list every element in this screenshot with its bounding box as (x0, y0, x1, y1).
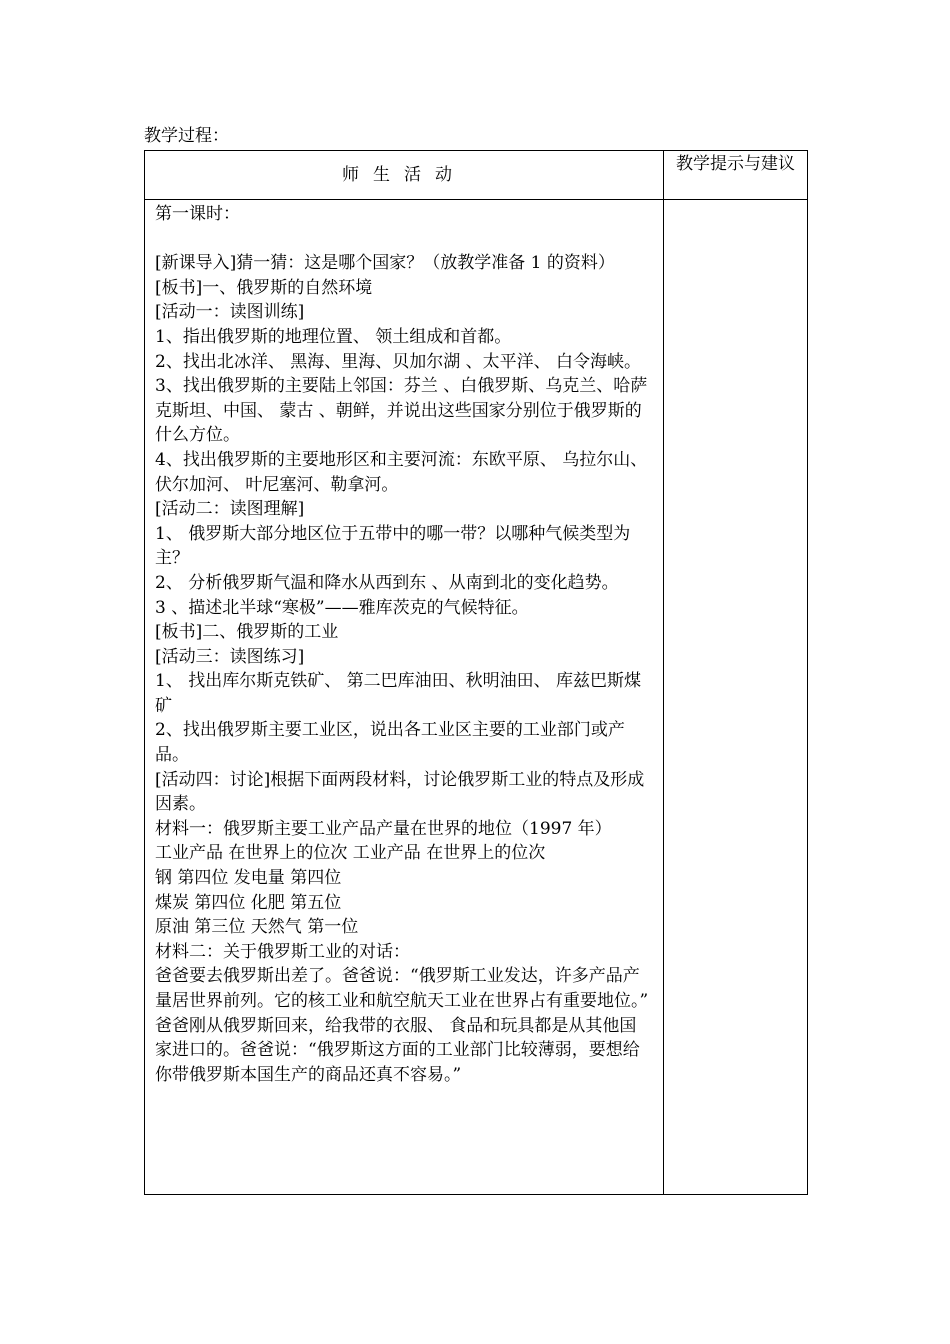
table-body-row (145, 200, 808, 1195)
activities-content (145, 200, 663, 1194)
activity-line (155, 227, 653, 252)
activities-cell (145, 200, 664, 1195)
activity-line: 工业产品 在世界上的位次 工业产品 在世界上的位次 (155, 843, 546, 864)
activity-line: 爸爸要去俄罗斯出差了。爸爸说：“俄罗斯工业发达，许多产品产量居世界前列。它的核工业和航空航天工业在世界占有重要地位。” (155, 966, 649, 1011)
activity-line: [新课导入]猜一猜：这是哪个国家？（放教学准备 1 的资料） (155, 253, 615, 274)
header-tips-label: 教学提示与建议 (676, 154, 795, 174)
teaching-process-table (144, 150, 808, 1195)
activity-line: 2、找出俄罗斯主要工业区，说出各工业区主要的工业部门或产品。 (155, 720, 625, 766)
table-header-row (145, 151, 808, 200)
activity-line: 材料一：俄罗斯主要工业产品产量在世界的地位（1997 年） (155, 818, 612, 839)
tips-cell (664, 200, 808, 1195)
header-activities-label: 师生活动 (342, 165, 466, 185)
activity-line: 3、找出俄罗斯的主要陆上邻国：芬兰 、白俄罗斯、乌克兰、哈萨克斯坦、中国、 蒙古 、朝鲜，并说出这些国家分别位于俄罗斯的什么方位。 (155, 376, 648, 446)
header-cell-tips (664, 151, 808, 200)
tips-content (664, 200, 807, 1194)
activity-line: [板书]二、俄罗斯的工业 (155, 622, 339, 643)
activity-line: [活动二：读图理解] (155, 499, 305, 520)
activity-line: 2、 分析俄罗斯气温和降水从西到东 、从南到北的变化趋势。 (155, 572, 619, 593)
activity-line: 第一课时： (155, 204, 240, 224)
activity-line: [活动四：讨论]根据下面两段材料，讨论俄罗斯工业的特点及形成因素。 (155, 769, 645, 815)
activity-line: 1、指出俄罗斯的地理位置、 领土组成和首都。 (155, 326, 512, 347)
activity-line: 爸爸刚从俄罗斯回来，给我带的衣服、 食品和玩具都是从其他国家进口的。爸爸说：“俄罗斯这方面的工业部门比较薄弱，要想给你带俄罗斯本国生产的商品还真不容易。” (155, 1015, 640, 1085)
activity-line: 煤炭 第四位 化肥 第五位 (155, 892, 342, 913)
activity-line: 2、找出北冰洋、 黑海、里海、贝加尔湖 、太平洋、 白令海峡。 (155, 351, 642, 372)
activity-line: 原油 第三位 天然气 第一位 (155, 917, 359, 938)
activity-line: 3 、描述北半球“寒极”——雅库茨克的气候特征。 (155, 597, 529, 618)
activity-line: [活动三：读图练习] (155, 646, 305, 667)
activity-line: 4、找出俄罗斯的主要地形区和主要河流：东欧平原、 乌拉尔山、伏尔加河、 叶尼塞河、勒拿河。 (155, 449, 648, 495)
activity-line: [板书]一、俄罗斯的自然环境 (155, 277, 373, 298)
activity-line: [活动一：读图训练] (155, 302, 305, 323)
section-heading: 教学过程： (144, 126, 229, 146)
activity-line: 钢 第四位 发电量 第四位 (155, 868, 342, 889)
activity-line: 1、 找出库尔斯克铁矿、 第二巴库油田、秋明油田、 库兹巴斯煤矿 (155, 671, 642, 716)
activity-line: 材料二：关于俄罗斯工业的对话： (155, 941, 410, 962)
header-cell-activities (145, 151, 664, 200)
activity-line: 1、 俄罗斯大部分地区位于五带中的哪一带？以哪种气候类型为主？ (155, 523, 631, 569)
